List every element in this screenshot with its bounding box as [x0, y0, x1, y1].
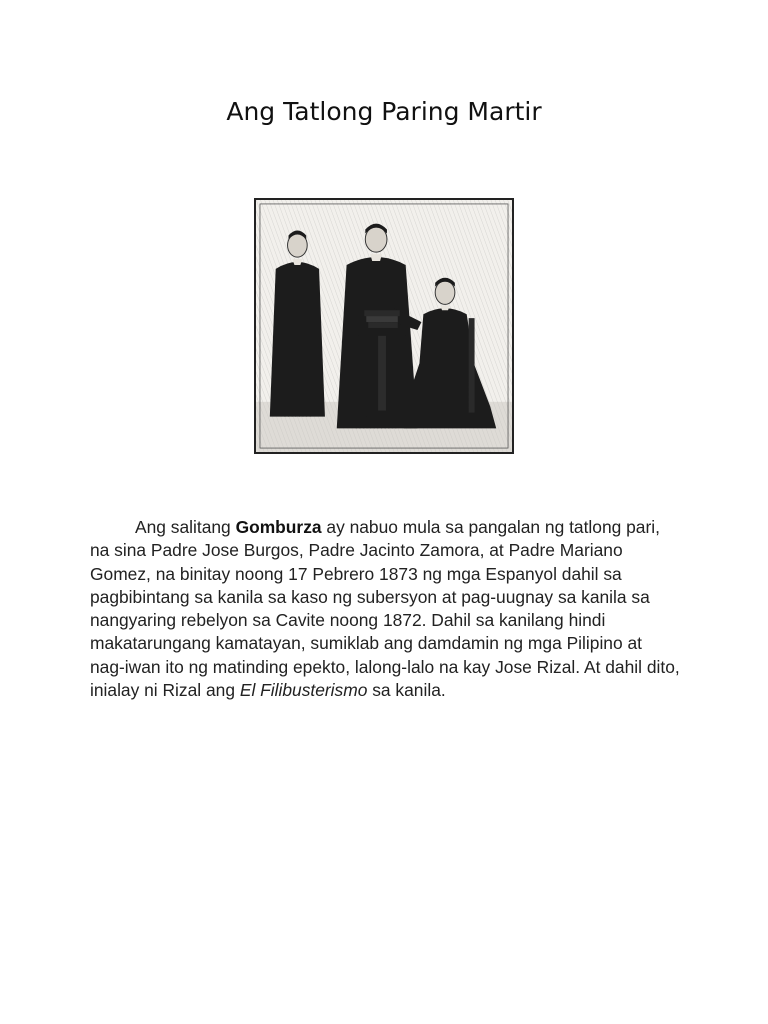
keyword-gomburza: Gomburza	[235, 517, 322, 537]
paragraph-text-b: sa kanila.	[367, 680, 446, 701]
body-paragraph	[90, 516, 680, 702]
three-priests-engraving	[256, 200, 512, 452]
page-title: Ang Tatlong Paring Martir	[226, 97, 542, 126]
three-priests-photo	[254, 198, 514, 454]
book-title-el-filibusterismo: El Filibusterismo	[239, 680, 368, 701]
paragraph-lead: Ang salitang	[135, 517, 236, 537]
paragraph-text-a: ay nabuo mula sa pangalan ng tatlong pari, na sina Padre Jose Burgos, Padre Jacinto Zamora, at Padre Mariano Gomez, na binitay noong 17 Pebrero 1873 ng mga Espanyol dahil sa pagbibintang sa kanila sa kaso ng subersyon at pag-uugnay sa kanila sa nangyaring rebelyon sa Cavite noong 1872. Dahil sa kanilang hindi makatarungang kamatayan, sumiklab ang damdamin ng mga Pilipino at nag-iwan ito ng matinding epekto, lalong-lalo na kay Jose Rizal. At dahil dito, inialay ni Rizal ang	[90, 517, 680, 701]
